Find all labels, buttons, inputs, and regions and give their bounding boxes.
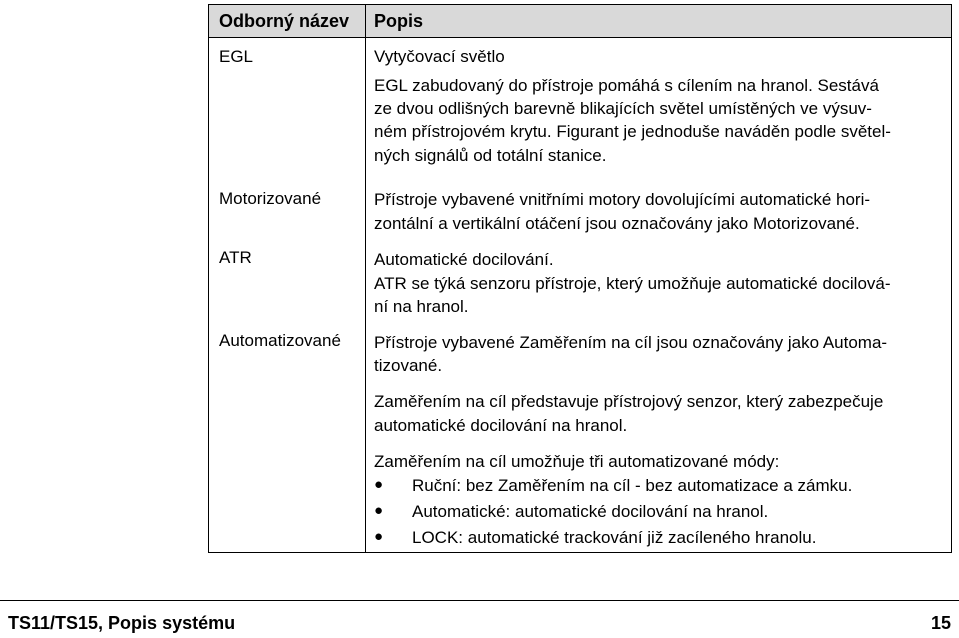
term-column: [209, 38, 366, 552]
term-egl: EGL: [219, 47, 254, 66]
auto-line-1: Přístroje vybavené Zaměřením na cíl jsou označovány jako Automa-: [374, 333, 888, 352]
page-number: 15: [930, 613, 951, 633]
egl-line-1: Vytyčovací světlo: [374, 47, 505, 66]
bullet-icon: ●: [374, 502, 384, 519]
auto-line-2: tizované.: [374, 356, 443, 375]
auto-line-3: Zaměřením na cíl představuje přístrojový senzor, který zabezpečuje: [374, 392, 884, 411]
description-column: [366, 38, 951, 552]
bullet-item-manual: Ruční: bez Zaměřením na cíl - bez automatizace a zámku.: [412, 476, 853, 495]
auto-line-5: Zaměřením na cíl umožňuje tři automatizované módy:: [374, 452, 780, 471]
bullet-icon: ●: [374, 528, 384, 545]
bullet-icon: ●: [374, 476, 384, 493]
atr-line-2: ATR se týká senzoru přístroje, který umožňuje automatické docilová-: [374, 274, 891, 293]
header-term: Odborný název: [209, 5, 366, 37]
footer-divider: [0, 600, 959, 601]
bullet-item-automatic: Automatické: automatické docilování na hranol.: [412, 502, 769, 521]
egl-line-2: EGL zabudovaný do přístroje pomáhá s cílením na hranol. Sestává: [374, 76, 879, 95]
egl-line-4: ném přístrojovém krytu. Figurant je jednoduše naváděn podle světel-: [374, 122, 891, 141]
atr-line-3: ní na hranol.: [374, 297, 469, 316]
footer-title: TS11/TS15, Popis systému: [8, 613, 236, 633]
term-automatizovane: Automatizované: [219, 331, 341, 350]
term-motorizovane: Motorizované: [219, 189, 322, 208]
auto-line-4: automatické docilování na hranol.: [374, 416, 628, 435]
motorizovane-line-2: zontální a vertikální otáčení jsou označovány jako Motorizované.: [374, 214, 860, 233]
atr-line-1: Automatické docilování.: [374, 250, 554, 269]
term-atr: ATR: [219, 248, 252, 267]
terms-table: [208, 4, 952, 553]
header-description: Popis: [374, 11, 424, 31]
egl-line-3: ze dvou odlišných barevně blikajících světel umístěných ve výsuv-: [374, 99, 872, 118]
egl-line-5: ných signálů od totální stanice.: [374, 146, 607, 165]
motorizovane-line-1: Přístroje vybavené vnitřními motory dovolujícími automatické hori-: [374, 190, 871, 209]
table-header: [209, 5, 951, 38]
bullet-item-lock: LOCK: automatické trackování již zacíleného hranolu.: [412, 528, 817, 547]
table-body: [209, 38, 951, 552]
